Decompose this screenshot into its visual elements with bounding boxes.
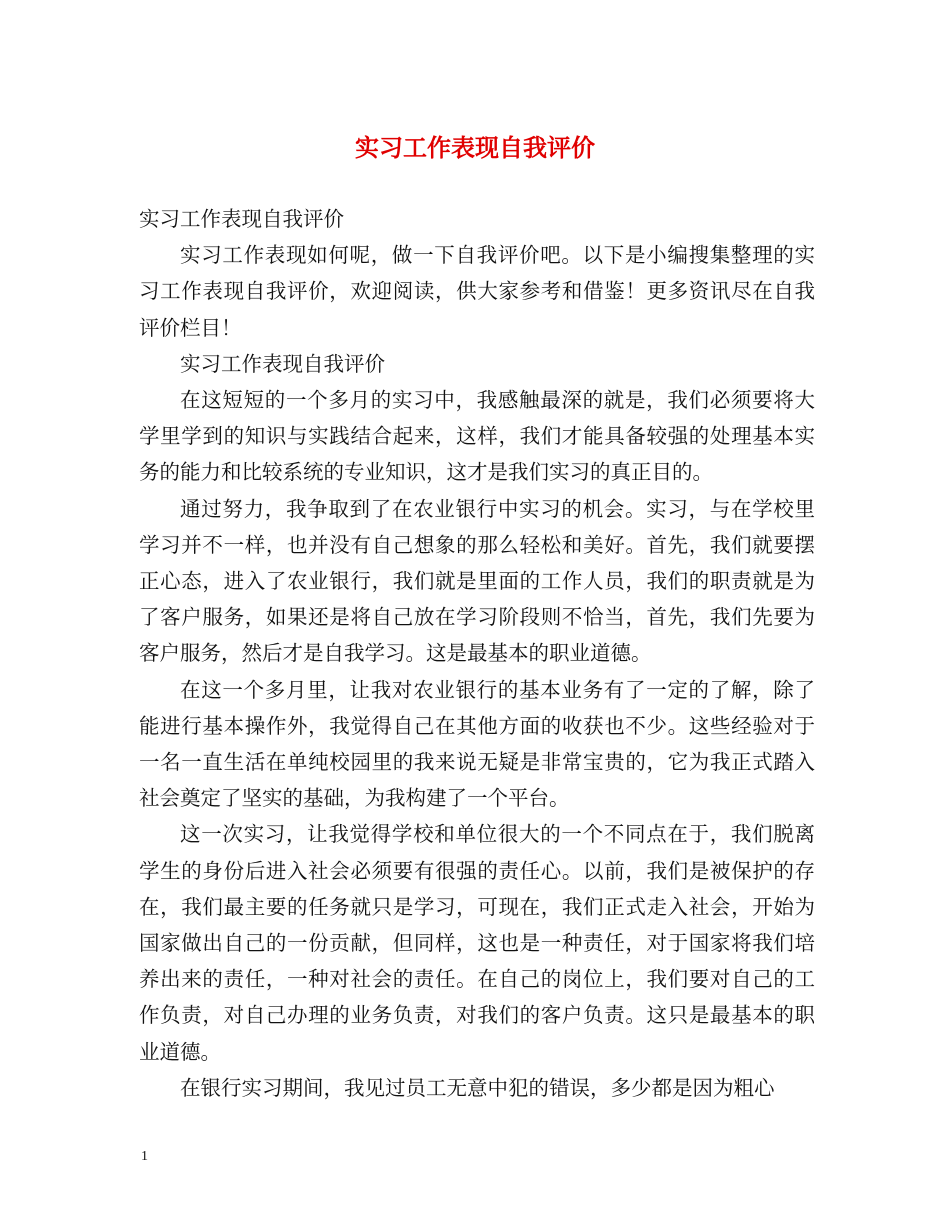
section-heading: 实习工作表现自我评价	[139, 207, 344, 231]
paragraph-3: 在这一个多月里，让我对农业银行的基本业务有了一定的了解，除了能进行基本操作外，我觉得自己在其他方面的收获也不少。这些经验对于一名一直生活在单纯校园里的我来说无疑是非常宝贵的，它为我正式踏入社会奠定了坚实的基础，为我构建了一个平台。	[139, 677, 815, 811]
paragraph-intro: 实习工作表现如何呢，做一下自我评价吧。以下是小编搜集整理的实习工作表现自我评价，欢迎阅读，供大家参考和借鉴！更多资讯尽在自我评价栏目！	[139, 243, 815, 340]
paragraph-4: 这一次实习，让我觉得学校和单位很大的一个不同点在于，我们脱离学生的身份后进入社会必须要有很强的责任心。以前，我们是被保护的存在，我们最主要的任务就只是学习，可现在，我们正式走入社会，开始为国家做出自己的一份贡献，但同样，这也是一种责任，对于国家将我们培养出来的责任，一种对社会的责任。在自己的岗位上，我们要对自己的工作负责，对自己办理的业务负责，对我们的客户负责。这只是最基本的职业道德。	[139, 822, 815, 1064]
document-title: 实习工作表现自我评价	[355, 133, 595, 162]
paragraph-5: 在银行实习期间，我见过员工无意中犯的错误，多少都是因为粗心	[180, 1075, 775, 1100]
document-body	[139, 201, 815, 1106]
paragraph-subheading: 实习工作表现自我评价	[180, 351, 385, 376]
paragraph-1: 在这短短的一个多月的实习中，我感触最深的就是，我们必须要将大学里学到的知识与实践结合起来，这样，我们才能具备较强的处理基本实务的能力和比较系统的专业知识，这才是我们实习的真正目的。	[139, 388, 815, 485]
page-number: 1	[141, 1149, 148, 1164]
paragraph-2: 通过努力，我争取到了在农业银行中实习的机会。实习，与在学校里学习并不一样，也并没有自己想象的那么轻松和美好。首先，我们就要摆正心态，进入了农业银行，我们就是里面的工作人员，我们的职责就是为了客户服务，如果还是将自己放在学习阶段则不恰当，首先，我们先要为客户服务，然后才是自我学习。这是最基本的职业道德。	[139, 496, 815, 666]
